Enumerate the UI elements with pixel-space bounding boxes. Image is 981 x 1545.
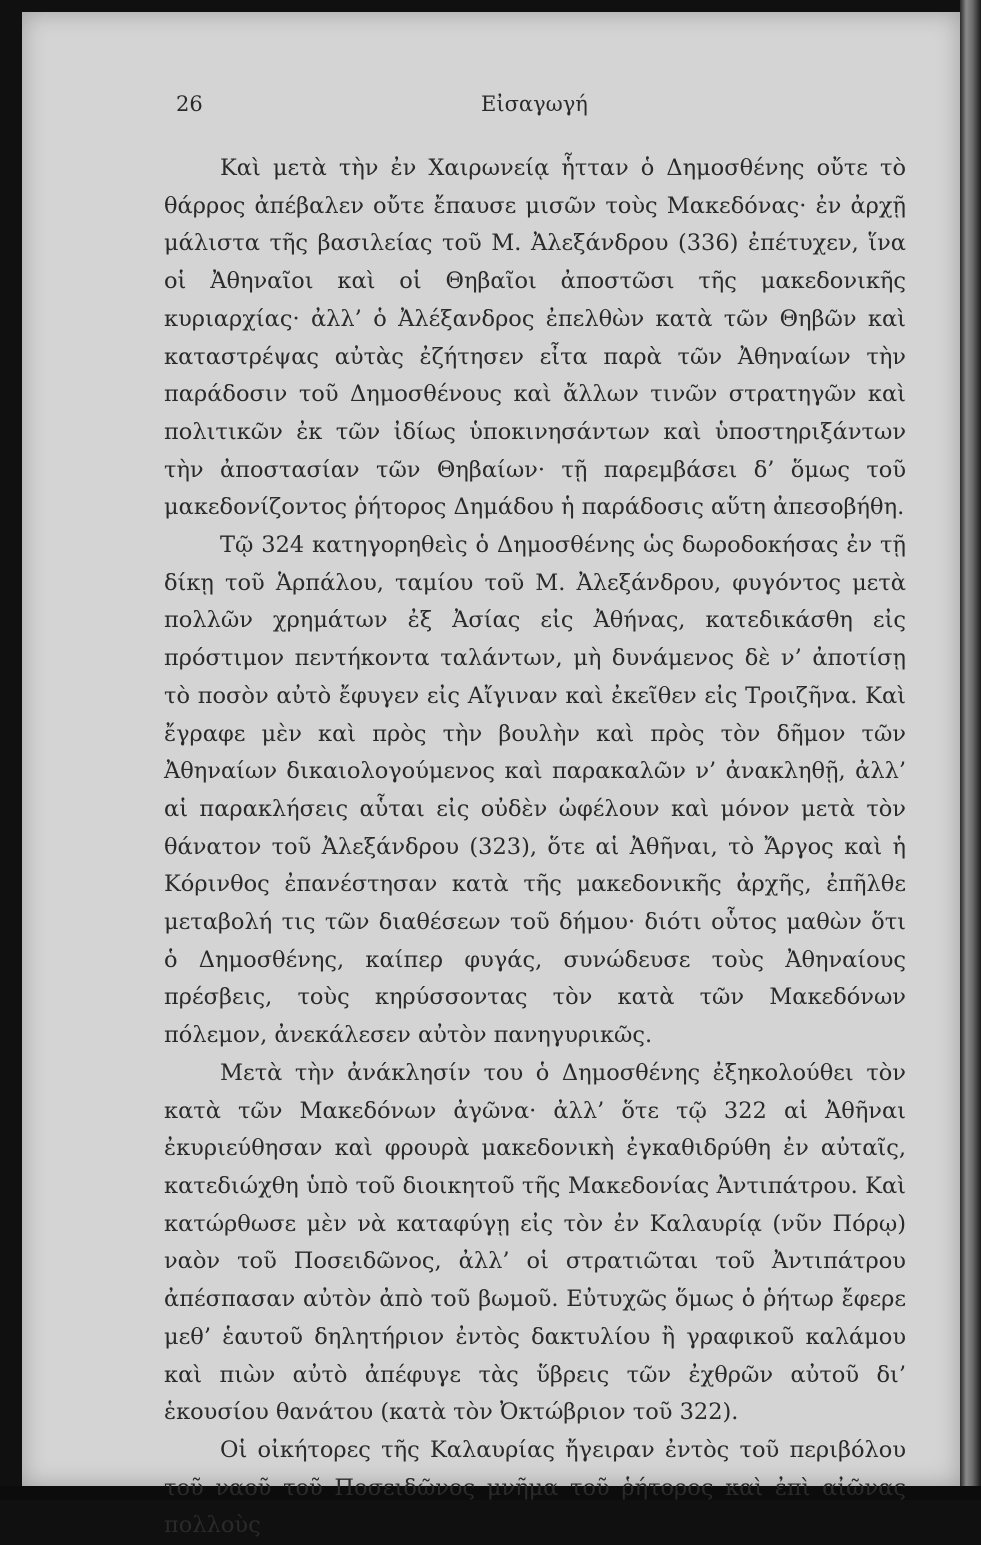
running-title: Εἰσαγωγή [481, 92, 588, 116]
paragraph-3: Μετὰ τὴν ἀνάκλησίν του ὁ Δημοσθένης ἐξηκολούθει τὸν κατὰ τῶν Μακεδόνων ἀγῶνα· ἀλλ’ ὅτε τῷ 322 αἱ Ἀθῆναι ἐκυριεύθησαν καὶ φρουρὰ μακεδονικὴ ἐγκαθιδρύθη ἐν αὐταῖς, κατεδιώχθη ὑπὸ τοῦ διοικητοῦ τῆς Μακεδονίας Ἀντιπάτρου. Καὶ κατώρθωσε μὲν νὰ καταφύγῃ εἰς τὸν ἐν Καλαυρίᾳ (νῦν Πόρῳ) ναὸν τοῦ Ποσειδῶνος, ἀλλ’ οἱ στρατιῶται τοῦ Ἀντιπάτρου ἀπέσπασαν αὐτὸν ἀπὸ τοῦ βωμοῦ. Εὐτυχῶς ὅμως ὁ ῥήτωρ ἔφερε μεθ’ ἑαυτοῦ δηλητήριον ἐντὸς δακτυλίου ἢ γραφικοῦ καλάμου καὶ πιὼν αὐτὸ ἀπέφυγε τὰς ὕβρεις τῶν ἐχθρῶν αὐτοῦ δι’ ἑκουσίου θανάτου (κατὰ τὸν Ὀκτώβριον τοῦ 322). [164, 1059, 906, 1426]
paragraph-4: Οἱ οἰκήτορες τῆς Καλαυρίας ἤγειραν ἐντὸς τοῦ περιβόλου τοῦ ναοῦ τοῦ Ποσειδῶνος μνῆμα τοῦ ῥήτορος καὶ ἐπὶ αἰῶνας πολλοὺς [164, 1436, 906, 1539]
body-text [164, 150, 906, 1545]
page-edge-right [960, 0, 981, 1500]
page-header [176, 92, 906, 126]
paragraph-2: Τῷ 324 κατηγορηθεὶς ὁ Δημοσθένης ὡς δωροδοκήσας ἐν τῇ δίκῃ τοῦ Ἁρπάλου, ταμίου τοῦ Μ. Ἀλεξάνδρου, φυγόντος μετὰ πολλῶν χρημάτων ἐξ Ἀσίας εἰς Ἀθήνας, κατεδικάσθη εἰς πρόστιμον πεντήκοντα ταλάντων, μὴ δυνάμενος δὲ ν’ ἀποτίσῃ τὸ ποσὸν αὐτὸ ἔφυγεν εἰς Αἴγιναν καὶ ἐκεῖθεν εἰς Τροιζῆνα. Καὶ ἔγραφε μὲν καὶ πρὸς τὴν βουλὴν καὶ πρὸς τὸν δῆμον τῶν Ἀθηναίων δικαιολογούμενος καὶ παρακαλῶν ν’ ἀνακληθῇ, ἀλλ’ αἱ παρακλήσεις αὗται εἰς οὐδὲν ὠφέλουν καὶ μόνον μετὰ τὸν θάνατον τοῦ Ἀλεξάνδρου (323), ὅτε αἱ Ἀθῆναι, τὸ Ἄργος καὶ ἡ Κόρινθος ἐπανέστησαν κατὰ τῆς μακεδονικῆς ἀρχῆς, ἐπῆλθε μεταβολή τις τῶν διαθέσεων τοῦ δήμου· διότι οὗτος μαθὼν ὅτι ὁ Δημοσθένης, καίπερ φυγάς, συνώδευσε τοὺς Ἀθηναίους πρέσβεις, τοὺς κηρύσσοντας τὸν κατὰ τῶν Μακεδόνων πόλεμον, ἀνεκάλεσεν αὐτὸν πανηγυρικῶς. [164, 532, 906, 1049]
page-number: 26 [176, 92, 203, 116]
paragraph-1: Καὶ μετὰ τὴν ἐν Χαιρωνείᾳ ἧτταν ὁ Δημοσθένης οὔτε τὸ θάρρος ἀπέβαλεν οὔτε ἔπαυσε μισῶν τοὺς Μακεδόνας· ἐν ἀρχῇ μάλιστα τῆς βασιλείας τοῦ Μ. Ἀλεξάνδρου (336) ἐπέτυχεν, ἵνα οἱ Ἀθηναῖοι καὶ οἱ Θηβαῖοι ἀποστῶσι τῆς μακεδονικῆς κυριαρχίας· ἀλλ’ ὁ Ἀλέξανδρος ἐπελθὼν κατὰ τῶν Θηβῶν καὶ καταστρέψας αὐτὰς ἐζήτησεν εἶτα παρὰ τῶν Ἀθηναίων τὴν παράδοσιν τοῦ Δημοσθένους καὶ ἄλλων τινῶν στρατηγῶν καὶ πολιτικῶν ἐκ τῶν ἰδίως ὑποκινησάντων καὶ ὑποστηριξάντων τὴν ἀποστασίαν τῶν Θηβαίων· τῇ παρεμβάσει δ’ ὅμως τοῦ μακεδονίζοντος ῥήτορος Δημάδου ἡ παράδοσις αὕτη ἀπεσοβήθη. [164, 155, 906, 521]
